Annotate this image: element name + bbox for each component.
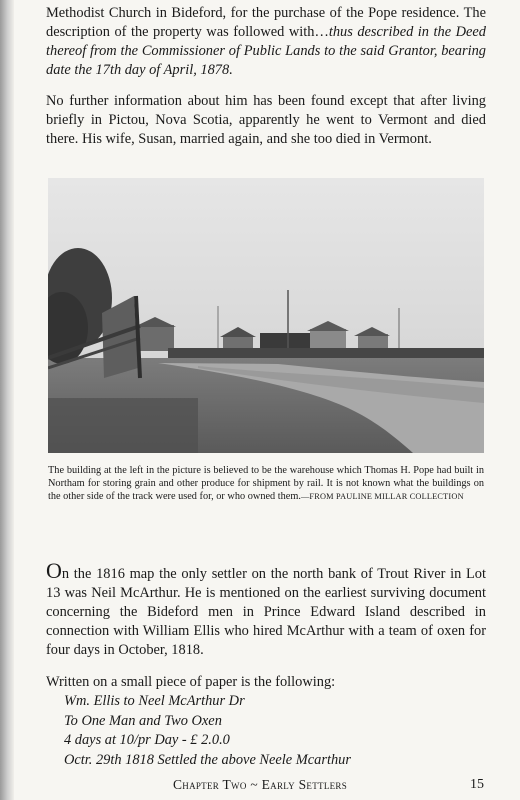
letter-line: Octr. 29th 1818 Settled the above Neele Mcarthur	[64, 751, 351, 768]
caption-credit: —FROM PAULINE MILLAR COLLECTION	[300, 492, 464, 501]
letter-line: 4 days at 10/pr Day - £ 2.0.0	[64, 732, 230, 748]
main-text-block	[46, 558, 486, 770]
paragraph-1816-map-text: n the 1816 map the only settler on the north bank of Trout River in Lot 13 was Neil McArthur. He is mentioned on the earliest surviving document concerning the Bideford men in Prince Edward Island described in connection with William Ellis who hired McArthur with a team of oxen for four days in October, 1818.	[46, 566, 486, 658]
photo-caption	[48, 464, 484, 503]
paragraph-1816-map	[46, 558, 486, 660]
p1-line2-italic: thus described in the	[328, 24, 452, 40]
paragraph-written-intro: Written on a small piece of paper is the following:	[46, 674, 336, 690]
letter-transcription	[46, 692, 486, 770]
historical-photograph	[48, 178, 484, 453]
caption-text: The building at the left in the picture is believed to be the warehouse which Thomas H. Pope had built in Northam for storing grain and other produce for shipment by rail. It is not known what the buildings on the other side of the track were used for, or who owned them.	[48, 465, 484, 502]
p1-line2-plain: The description of the property was followed with…	[46, 5, 486, 40]
drop-cap: O	[46, 558, 62, 583]
letter-line: Wm. Ellis to Neel McArthur Dr	[64, 693, 245, 709]
p1-line1: Methodist Church in Bideford, for the purchase of the Pope residence.	[46, 5, 460, 21]
page-number: 15	[470, 777, 484, 792]
top-text-block	[46, 4, 486, 149]
page-binding-shadow	[0, 0, 14, 800]
paragraph-vermont: No further information about him has been found except that after living briefly in Pictou, Nova Scotia, apparently he went to Vermont and died there. His wife, Susan, married again, and she too died in Vermont.	[46, 93, 486, 147]
paragraph-pope-residence	[46, 4, 486, 80]
p1-italic-rest: Deed thereof from the Commissioner of Public Lands to the said Grantor, bearing date the 17th day of April, 1878.	[46, 24, 486, 78]
chapter-running-footer: Chapter Two ~ Early Settlers	[172, 777, 348, 792]
photograph-svg	[48, 178, 484, 453]
letter-line: To One Man and Two Oxen	[64, 712, 222, 729]
